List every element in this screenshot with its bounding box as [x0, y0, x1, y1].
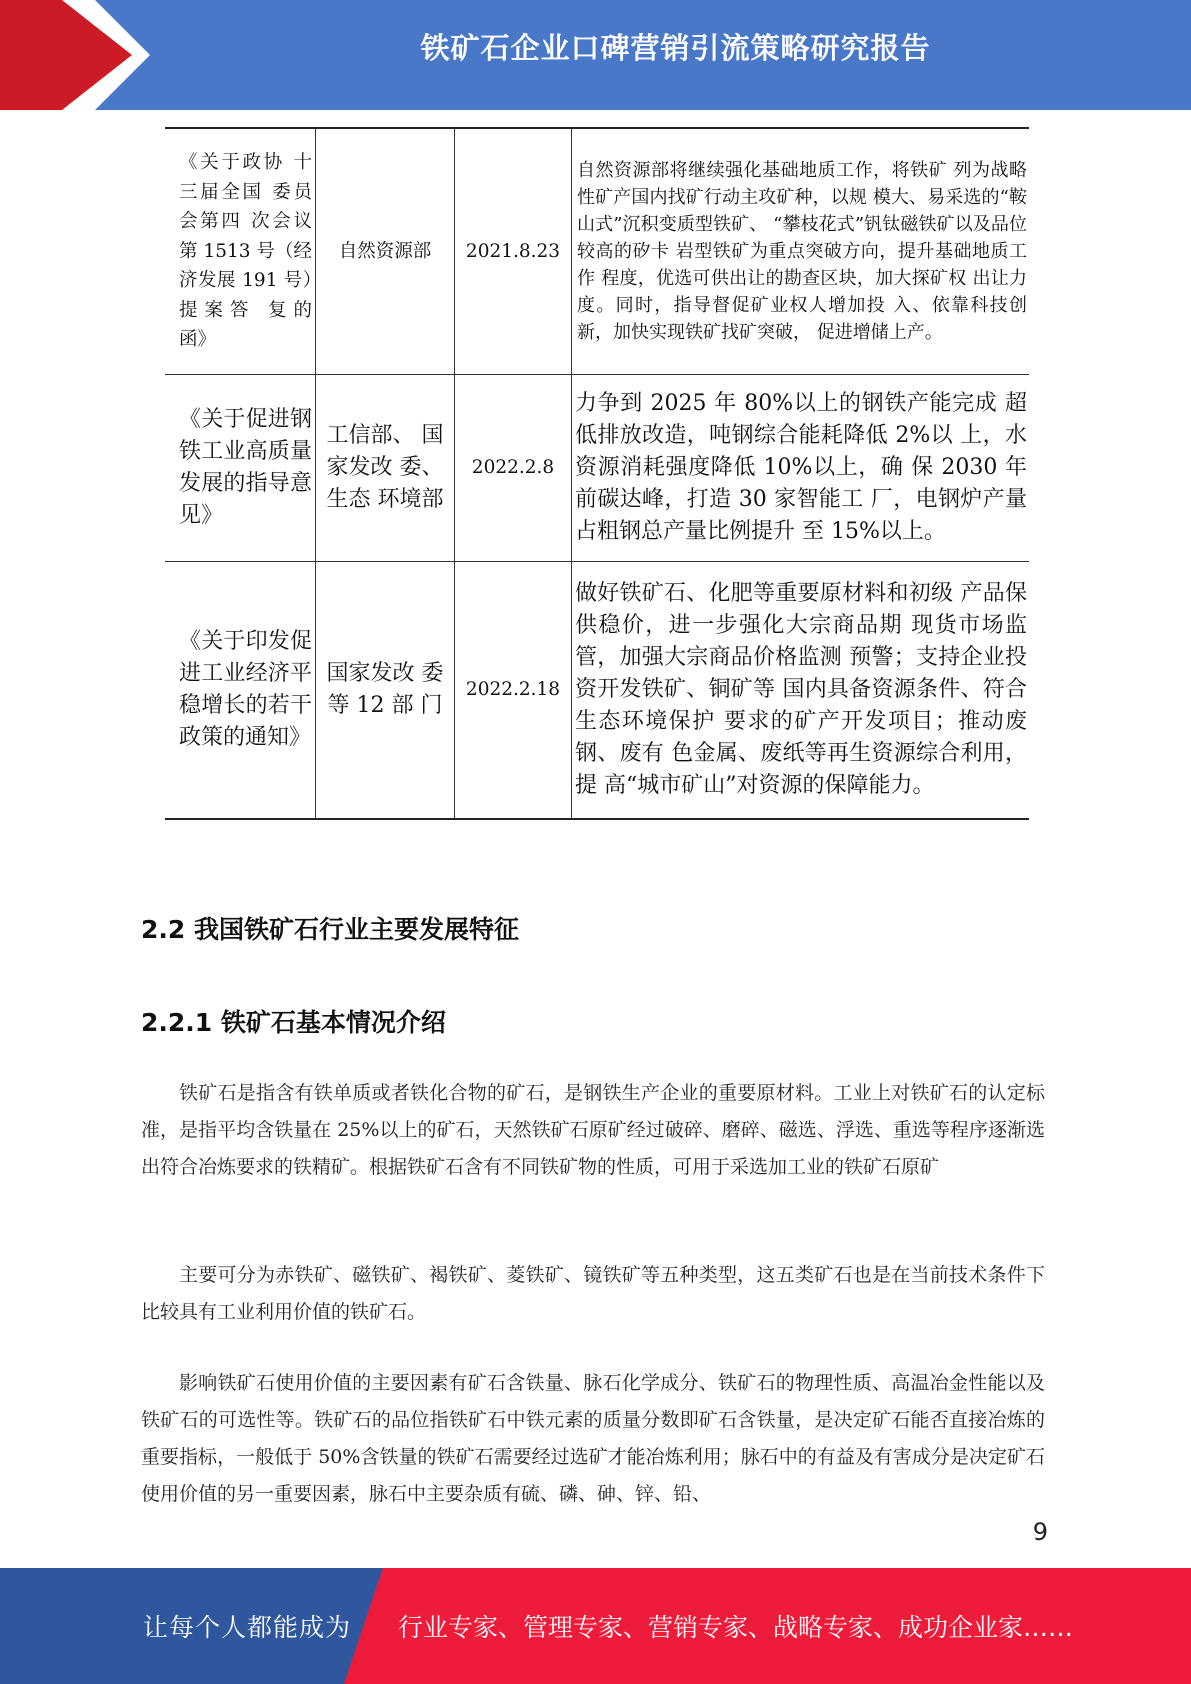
issuer: 国家发改 委等 12 部 门 [326, 661, 444, 718]
issue-date: 2021.8.23 [465, 240, 561, 262]
policy-table [165, 127, 1029, 820]
policy-content: 力争到 2025 年 80%以上的钢铁产能完成 超低排放改造，吨钢综合能耗降低 2%以 上，水资源消耗强度降低 10%以上，确 保 2030 年前碳达峰，打造 30 家智能工 厂，电钢炉产量占粗钢总产量比例提升 至 15%以上。 [575, 391, 1027, 544]
date-cell [455, 375, 572, 562]
page-number: 9 [1032, 1518, 1048, 1546]
table-row [165, 128, 1029, 375]
content-cell [572, 128, 1030, 375]
issuer-cell [316, 128, 455, 375]
issuer: 工信部、 国家发改 委、生态 环境部 [326, 423, 444, 512]
date-cell [455, 128, 572, 375]
body-paragraph: 铁矿石是指含有铁单质或者铁化合物的矿石，是钢铁生产企业的重要原材料。工业上对铁矿石的认定标准，是指平均含铁量在 25%以上的矿石，天然铁矿石原矿经过破碎、磨碎、磁选、浮选、重选等程序逐渐选出符合冶炼要求的铁精矿。根据铁矿石含有不同铁矿物的性质，可用于采选加工业的铁矿石原矿 [141, 1082, 1045, 1178]
report-title: 铁矿石企业口碑营销引流策略研究报告 [420, 31, 931, 65]
policy-content: 自然资源部将继续强化基础地质工作，将铁矿 列为战略性矿产国内找矿行动主攻矿种，以规 模大、易采选的“鞍山式”沉积变质型铁矿、 “攀枝花式”钒钛磁铁矿以及品位较高的矽卡 岩型铁矿为重点突破方向，提升基础地质工作 程度，优选可供出让的勘查区块，加大探矿权 出让力度。同时，指导督促矿业权人增加投 入、依靠科技创新，加快实现铁矿找矿突破， 促进增储上产。 [577, 160, 1027, 343]
footer-slogan-right: 行业专家、管理专家、营销专家、战略专家、成功企业家…… [398, 1613, 1074, 1642]
header-arrow-icon [0, 0, 150, 110]
section-heading: 2.2 我国铁矿石行业主要发展特征 [141, 915, 519, 944]
policy-name: 《关于政协 十三届全国 委员会第四 次会议第 1513 号（经济发展 191 号）提 案 答 复 的函》 [179, 152, 312, 351]
policy-content: 做好铁矿石、化肥等重要原材料和初级 产品保供稳价，进一步强化大宗商品期 现货市场监管，加强大宗商品价格监测 预警；支持企业投资开发铁矿、铜矿等 国内具备资源条件、符合生态环境保护 要求的矿产开发项目；推动废钢、废有 色金属、废纸等再生资源综合利用，提 高“城市矿山”对资源的保障能力。 [575, 581, 1027, 798]
table-row [165, 375, 1029, 562]
issuer-cell [316, 562, 455, 820]
policy-name-cell [165, 562, 316, 820]
date-cell [455, 562, 572, 820]
issuer: 自然资源部 [338, 240, 432, 262]
content-cell [572, 562, 1030, 820]
page-footer [0, 1568, 1191, 1684]
policy-name: 《关于印发促进工业经济平稳增长的若干政策的通知》 [179, 629, 312, 750]
body-paragraph: 影响铁矿石使用价值的主要因素有矿石含铁量、脉石化学成分、铁矿石的物理性质、高温冶金性能以及铁矿石的可选性等。铁矿石的品位指铁矿石中铁元素的质量分数即矿石含铁量，是决定矿石能否直接冶炼的重要指标，一般低于 50%含铁量的铁矿石需要经过选矿才能冶炼利用；脉石中的有益及有害成分是决定矿石使用价值的另一重要因素，脉石中主要杂质有硫、磷、砷、锌、铅、 [141, 1372, 1045, 1505]
issue-date: 2022.2.18 [465, 679, 561, 700]
page-header [0, 0, 1191, 110]
policy-name: 《关于促进钢铁工业高质量发展的指导意见》 [179, 407, 312, 528]
content-cell [572, 375, 1030, 562]
policy-name-cell [165, 128, 316, 375]
subsection-heading: 2.2.1 铁矿石基本情况介绍 [141, 1008, 446, 1037]
footer-slogan-left: 让每个人都能成为 [143, 1613, 352, 1642]
policy-name-cell [165, 375, 316, 562]
issuer-cell [316, 375, 455, 562]
issue-date: 2022.2.8 [471, 457, 555, 478]
table-row [165, 562, 1029, 820]
body-paragraph: 主要可分为赤铁矿、磁铁矿、褐铁矿、菱铁矿、镜铁矿等五种类型，这五类矿石也是在当前技术条件下比较具有工业利用价值的铁矿石。 [141, 1264, 1045, 1323]
